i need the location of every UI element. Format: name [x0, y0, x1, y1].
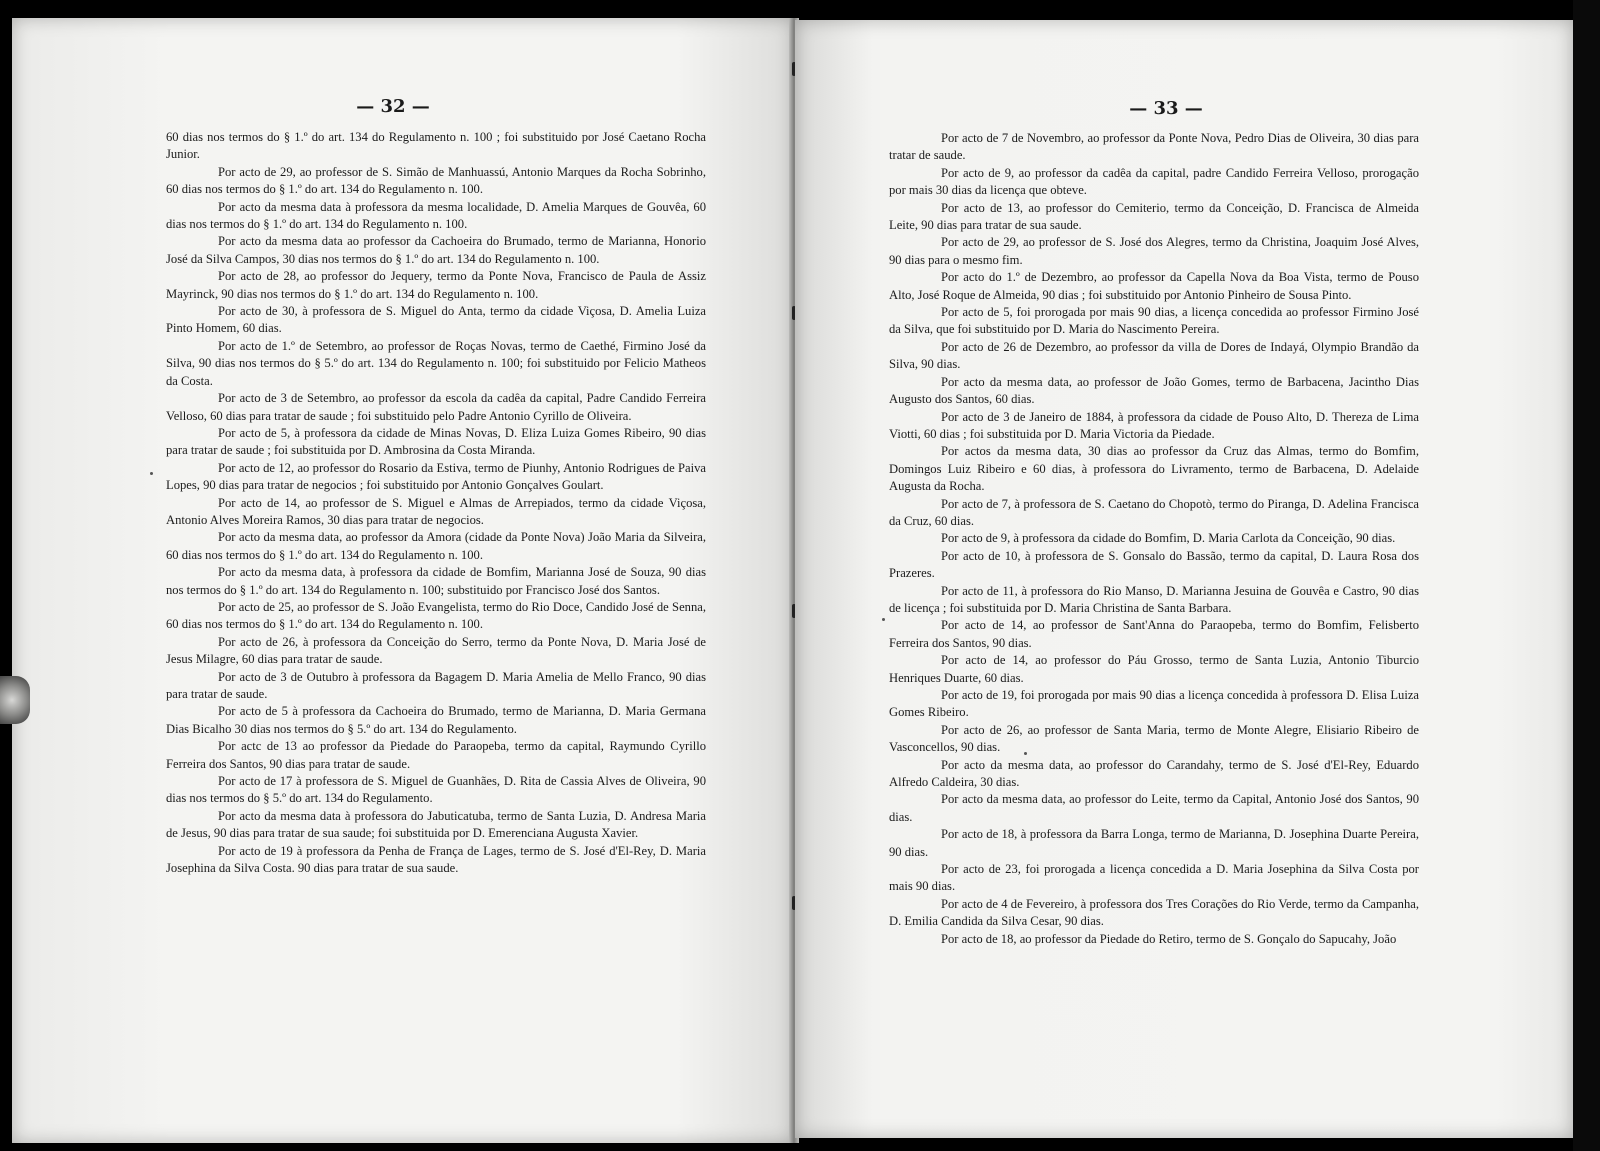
paragraph: Por acto de 26, à professora da Conceição do Serro, termo da Ponte Nova, D. Maria José de Jesus Milagre, 60 dias para tratar de saude. [166, 634, 706, 667]
paragraph: Por acto da mesma data à professora do Jabuticatuba, termo de Santa Luzia, D. Andresa Maria de Jesus, 90 dias para tratar de sua saude; foi substituida por D. Emerenciana Augusta Xavier. [166, 808, 706, 841]
paragraph: Por acto de 9, ao professor da cadêa da capital, padre Candido Ferreira Velloso, prorogação por mais 30 dias da licença que obteve. [889, 165, 1419, 198]
paragraph: Por acto de 14, ao professor de Sant'Anna do Paraopeba, termo do Bomfim, Felisberto Ferreira dos Santos, 90 dias. [889, 618, 1419, 650]
paragraph: Por acto de 4 de Fevereiro, à professora dos Tres Corações do Rio Verde, termo da Campanha, D. Emilia Candida da Silva Cesar, 90 dias. [889, 896, 1419, 929]
paragraph: Por acto de 19, foi prorogada por mais 90 dias a licença concedida à professora D. Elisa Luiza Gomes Ribeiro. [889, 688, 1419, 720]
left-page-text [166, 129, 706, 877]
right-page-number: — 33 — [1129, 98, 1203, 119]
paragraph: Por acto de 17 à professora de S. Miguel de Guanhães, D. Rita de Cassia Alves de Oliveira, 90 dias nos termos do § 5.º do art. 134 do Regulamento. [166, 774, 706, 806]
paragraph: Por acto de 28, ao professor do Jequery, termo da Ponte Nova, Francisco de Paula de Assiz Mayrinck, 90 dias nos termos do § 1.º do art. 134 do Regulamento n. 100. [166, 269, 706, 301]
paragraph: Por actos da mesma data, 30 dias ao professor da Cruz das Almas, termo do Bomfim, Domingos Luiz Ribeiro e 60 dias, à professora do Livramento, termo de Barbacena, D. Adelaide Augusta da Rocha. [889, 444, 1419, 494]
paragraph: Por acto de 18, à professora da Barra Longa, termo de Marianna, D. Josephina Duarte Pereira, 90 dias. [889, 827, 1419, 859]
paragraph: Por acto de 7 de Novembro, ao professor da Ponte Nova, Pedro Dias de Oliveira, 30 dias para tratar de saude. [889, 131, 1419, 163]
paragraph: Por acto de 26 de Dezembro, ao professor da villa de Dores de Indayá, Olympio Brandão da Silva, 90 dias. [889, 339, 1419, 372]
paragraph: Por acto de 5, à professora da cidade de Minas Novas, D. Eliza Luiza Gomes Ribeiro, 90 dias para tratar de saude ; foi substituida por D. Ambrosina da Costa Miranda. [166, 425, 706, 458]
paragraph: Por acto de 5 à professora da Cachoeira do Brumado, termo de Marianna, D. Maria Germana Dias Bicalho 30 dias nos termos do § 5.º do art. 134 do Regulamento. [166, 704, 706, 736]
paragraph: Por acto de 18, ao professor da Piedade do Retiro, termo de S. Gonçalo do Sapucahy, João [941, 931, 1397, 946]
paragraph: Por acto do 1.º de Dezembro, ao professor da Capella Nova da Boa Vista, termo de Pouso Alto, José Roque de Almeida, 90 dias ; foi substituido por Antonio Pinheiro de Sousa Pinto. [889, 270, 1419, 302]
paragraph: Por acto da mesma data, ao professor do Leite, termo da Capital, Antonio José dos Santos, 90 dias. [889, 792, 1419, 824]
paragraph: Por acto de 3 de Setembro, ao professor da escola da cadêa da capital, Padre Candido Ferreira Velloso, 60 dias para tratar de saude ; foi substituido pelo Padre Antonio Cyrillo de Oliveira. [166, 391, 706, 423]
paragraph: Por acto de 7, à professora de S. Caetano do Chopotò, termo do Piranga, D. Adelina Francisca da Cruz, 60 dias. [889, 496, 1419, 528]
paper-speck [1024, 752, 1027, 755]
scan-border [1573, 0, 1600, 1151]
paragraph: Por acto de 1.º de Setembro, ao professor de Roças Novas, termo de Caethé, Firmino José da Silva, 90 dias nos termos do § 5.º do art. 134 do Regulamento n. 100; foi substituido por Felicio Matheos da Costa. [166, 338, 706, 388]
paper-speck [882, 618, 885, 621]
paragraph: Por acto de 29, ao professor de S. Simão de Manhuassú, Antonio Marques da Rocha Sobrinho, 60 dias nos termos do § 1.º do art. 134 do Regulamento n. 100. [166, 164, 706, 197]
paragraph: Por acto de 14, ao professor do Páu Grosso, termo de Santa Luzia, Antonio Tiburcio Henriques Duarte, 60 dias. [889, 653, 1419, 685]
paragraph: Por acto de 29, ao professor de S. José dos Alegres, termo da Christina, Joaquim José Alves, 90 dias para o mesmo fim. [889, 235, 1419, 267]
paragraph: Por acto de 3 de Janeiro de 1884, à professora da cidade de Pouso Alto, D. Thereza de Lima Viotti, 60 dias ; foi substituida por D. Maria Victoria da Piedade. [889, 409, 1419, 441]
left-page-number: — 32 — [356, 96, 430, 117]
paragraph: Por acto de 9, à professora da cidade do Bomfim, D. Maria Carlota da Conceição, 90 dias. [941, 531, 1396, 546]
right-page [795, 20, 1573, 1138]
paragraph: Por acto da mesma data ao professor da Cachoeira do Brumado, termo de Marianna, Honorio José da Silva Campos, 30 dias nos termos do § 1.º do art. 134 do Regulamento n. 100. [166, 234, 706, 266]
paragraph: Por acto de 19 à professora da Penha de França de Lages, termo de S. José d'El-Rey, D. Maria Josephina da Silva Costa. 90 dias para tratar de sua saude. [166, 843, 706, 876]
left-page [12, 18, 794, 1143]
paragraph: Por acto de 26, ao professor de Santa Maria, termo de Monte Alegre, Elisiario Ribeiro de Vasconcellos, 90 dias. [889, 722, 1419, 755]
paragraph: Por acto da mesma data, à professora da cidade de Bomfim, Marianna José de Souza, 90 dias nos termos do § 1.º do art. 134 do Regulamento n. 100; substituido por Francisco José dos Santos. [166, 565, 706, 597]
paragraph: Por acto de 13, ao professor do Cemiterio, termo da Conceição, D. Francisca de Almeida Leite, 90 dias para tratar de sua saude. [889, 200, 1419, 233]
paragraph: Por acto de 10, à professora de S. Gonsalo do Bassão, termo da capital, D. Laura Rosa dos Prazeres. [889, 548, 1419, 581]
paragraph: Por acto de 11, à professora do Rio Manso, D. Marianna Jesuina de Gouvêa e Castro, 90 dias de licença ; foi substituida por D. Maria Christina de Santa Barbara. [889, 583, 1419, 615]
paragraph: Por acto de 5, foi prorogada por mais 90 dias, a licença concedida ao professor Firmino José da Silva, que foi substituido por D. Maria do Nascimento Pereira. [889, 305, 1419, 337]
paragraph: Por acto da mesma data à professora da mesma localidade, D. Amelia Marques de Gouvêa, 60 dias nos termos do § 1.º do art. 134 do Regulamento n. 100. [166, 199, 706, 232]
paragraph: Por acto de 25, ao professor de S. João Evangelista, termo do Rio Doce, Candido José de Senna, 60 dias nos termos do § 1.º do art. 134 do Regulamento n. 100. [166, 599, 706, 632]
paragraph: 60 dias nos termos do § 1.º do art. 134 do Regulamento n. 100 ; foi substituido por José Caetano Rocha Junior. [166, 130, 706, 162]
paragraph: Por acto de 14, ao professor de S. Miguel e Almas de Arrepiados, termo da cidade Viçosa, Antonio Alves Moreira Ramos, 30 dias para tratar de negocios. [166, 495, 706, 527]
paragraph: Por actc de 13 ao professor da Piedade do Paraopeba, termo da capital, Raymundo Cyrillo Ferreira dos Santos, 90 dias para tratar de saude. [166, 739, 706, 771]
right-page-text [889, 130, 1419, 948]
paragraph: Por acto de 12, ao professor do Rosario da Estiva, termo de Piunhy, Antonio Rodrigues de Paiva Lopes, 90 dias para tratar de negocios ; foi substituido por Antonio Gonçalves Goulart. [166, 460, 706, 493]
paragraph: Por acto da mesma data, ao professor da Amora (cidade da Ponte Nova) João Maria da Silveira, 60 dias nos termos do § 1.º do art. 134 do Regulamento n. 100. [166, 530, 706, 562]
paper-speck [150, 472, 153, 475]
page-edge-tab [0, 676, 30, 724]
paragraph: Por acto da mesma data, ao professor do Carandahy, termo de S. José d'El-Rey, Eduardo Alfredo Caldeira, 30 dias. [889, 757, 1419, 790]
paragraph: Por acto de 23, foi prorogada a licença concedida a D. Maria Josephina da Silva Costa por mais 90 dias. [889, 862, 1419, 894]
paragraph: Por acto de 3 de Outubro à professora da Bagagem D. Maria Amelia de Mello Franco, 90 dias para tratar de saude. [166, 669, 706, 701]
paragraph: Por acto da mesma data, ao professor de João Gomes, termo de Barbacena, Jacintho Dias Augusto dos Santos, 60 dias. [889, 374, 1419, 407]
paragraph: Por acto de 30, à professora de S. Miguel do Anta, termo da cidade Viçosa, D. Amelia Luiza Pinto Homem, 60 dias. [166, 304, 706, 336]
